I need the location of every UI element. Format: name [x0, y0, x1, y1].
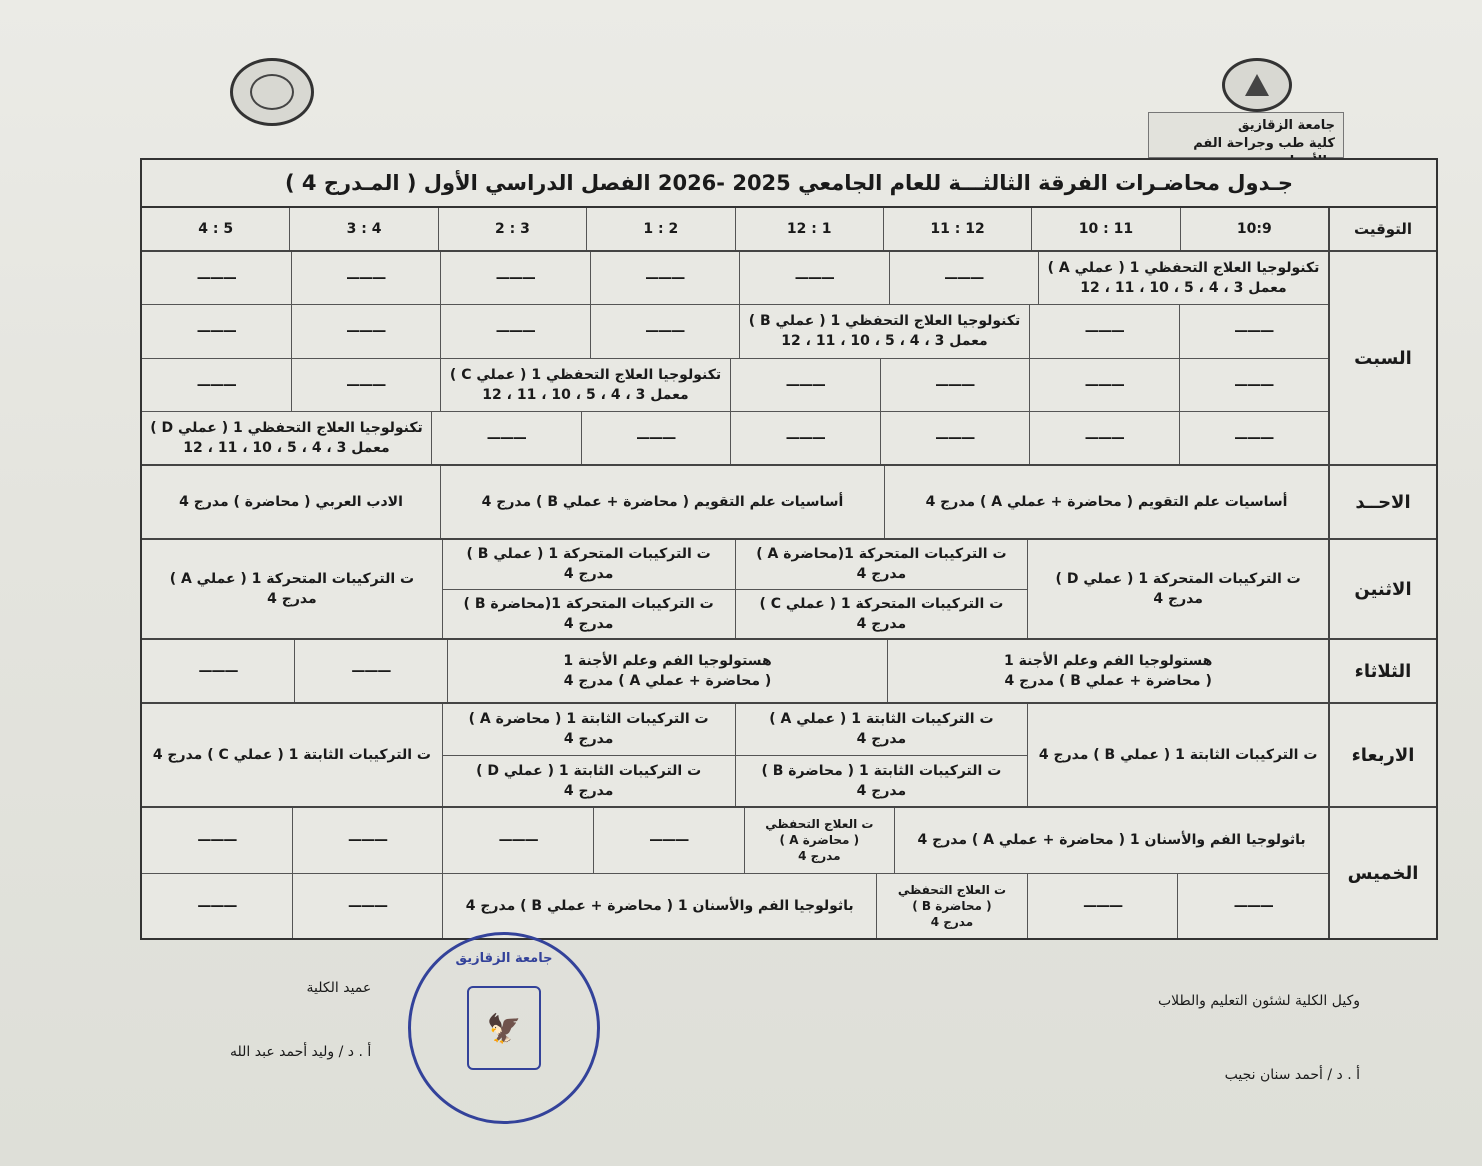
eagle-icon: 🦅 — [467, 986, 541, 1070]
empty-cell: ——— — [291, 305, 441, 357]
empty-cell: ——— — [590, 252, 740, 304]
empty-cell: ——— — [739, 252, 889, 304]
empty-cell: ——— — [431, 412, 581, 464]
slot-header: 4 : 3 — [289, 208, 437, 250]
day-label: الاربعاء — [1328, 704, 1436, 806]
empty-cell: ——— — [730, 359, 880, 411]
saturday-row — [142, 252, 1436, 466]
empty-cell: ——— — [196, 323, 236, 340]
slot-header: 3 : 2 — [438, 208, 586, 250]
schedule-cell: ت التركيبات الثابتة 1 ( عملي D ) مدرج 4 — [476, 762, 702, 799]
empty-cell: ——— — [880, 412, 1030, 464]
monday-row — [142, 540, 1436, 640]
schedule-cell: ت العلاج التحفظي ( محاضرة A ) مدرج 4 — [744, 808, 895, 873]
empty-cell: ——— — [196, 270, 236, 287]
empty-cell: ——— — [196, 376, 236, 393]
slot-header: 10:9 — [1180, 208, 1328, 250]
day-label: الخميس — [1328, 808, 1436, 938]
wednesday-row — [142, 704, 1436, 808]
empty-cell: ——— — [1029, 359, 1179, 411]
empty-cell: ——— — [889, 252, 1039, 304]
sunday-row — [142, 466, 1436, 540]
empty-cell: ——— — [1027, 874, 1178, 939]
day-label: السبت — [1328, 252, 1436, 464]
empty-cell: ——— — [292, 874, 443, 939]
header-box — [1148, 112, 1344, 158]
schedule-cell: تكنولوجيا العلاج التحفظي 1 ( عملي D ) معمل 3 ، 4 ، 5 ، 10 ، 11 ، 12 — [150, 419, 423, 456]
schedule-cell: ت التركيبات المتحركة 1(محاضرة B ) مدرج 4 — [463, 595, 714, 632]
empty-cell: ——— — [593, 808, 744, 873]
empty-cell: ——— — [442, 808, 593, 873]
university-logo — [1222, 58, 1292, 112]
empty-cell: ——— — [1179, 359, 1329, 411]
empty-cell: ——— — [197, 832, 237, 849]
empty-cell: ——— — [581, 412, 731, 464]
time-header-row — [142, 208, 1436, 252]
vice-dean-signature — [1100, 990, 1360, 1086]
schedule-cell: أساسيات علم التقويم ( محاضرة + عملي A ) مدرج 4 — [884, 466, 1328, 538]
day-label: الاثنين — [1328, 540, 1436, 638]
time-label: التوقيت — [1328, 208, 1436, 250]
empty-cell: ——— — [1029, 412, 1179, 464]
schedule-cell: ت التركيبات الثابتة 1 ( محاضرة A ) مدرج 4 — [468, 711, 709, 748]
schedule-cell: ت التركيبات الثابتة 1 ( محاضرة B ) مدرج 4 — [761, 762, 1002, 799]
schedule-title: جـدول محاضـرات الفرقة الثالثـــة للعام الجامعي 2025 -2026 الفصل الدراسي الأول ( المـدرج 4 ) — [142, 160, 1436, 208]
slot-header: 12 : 11 — [883, 208, 1031, 250]
dean-name: أ . د / وليد أحمد عبد الله — [230, 1044, 372, 1060]
slot-header: 11 : 10 — [1031, 208, 1179, 250]
schedule-cell: ت التركيبات المتحركة 1 ( عملي A ) مدرج 4 — [169, 571, 415, 607]
schedule-cell: تكنولوجيا العلاج التحفظي 1 ( عملي C ) معمل 3 ، 4 ، 5 ، 10 ، 11 ، 12 — [440, 359, 730, 411]
schedule-cell: ت التركيبات الثابتة 1 ( عملي C ) مدرج 4 — [152, 747, 431, 763]
saturday-groups — [142, 252, 1328, 464]
schedule-cell: ت التركيبات الثابتة 1 ( عملي B ) مدرج 4 — [1027, 704, 1328, 806]
schedule-cell: باثولوجيا الفم والأسنان 1 ( محاضرة + عملي B ) مدرج 4 — [442, 874, 876, 939]
empty-cell: ——— — [291, 252, 441, 304]
empty-cell: ——— — [1029, 305, 1179, 357]
slot-header: 5 : 4 — [198, 221, 234, 237]
slot-header: 2 : 1 — [586, 208, 734, 250]
empty-cell: ——— — [198, 663, 238, 679]
faculty-name: كلية طب وجراحة الفم — [1193, 136, 1335, 151]
faculty-logo — [230, 58, 314, 126]
schedule-cell: ت التركيبات الثابتة 1 ( عملي A ) مدرج 4 — [769, 711, 994, 748]
schedule-cell: الادب العربي ( محاضرة ) مدرج 4 — [179, 494, 403, 510]
empty-cell: ——— — [730, 412, 880, 464]
empty-cell: ——— — [1177, 874, 1328, 939]
schedule-cell: هستولوجيا الفم وعلم الأجنة 1 ( محاضرة + عملي B ) مدرج 4 — [887, 640, 1328, 702]
empty-cell: ——— — [292, 808, 443, 873]
schedule-cell: ت التركيبات المتحركة 1 ( عملي C ) مدرج 4 — [759, 595, 1004, 632]
schedule-cell: ت التركيبات المتحركة 1 ( عملي D ) مدرج 4 — [1027, 540, 1328, 638]
empty-cell: ——— — [440, 305, 590, 357]
vice-dean-name: أ . د / أحمد سنان نجيب — [1224, 1067, 1360, 1083]
empty-cell: ——— — [590, 305, 740, 357]
empty-cell: ——— — [1179, 412, 1329, 464]
schedule-cell: تكنولوجيا العلاج التحفظي 1 ( عملي B ) معمل 3 ، 4 ، 5 ، 10 ، 11 ، 12 — [739, 305, 1029, 357]
schedule-cell: ت التركيبات المتحركة 1 ( عملي B ) مدرج 4 — [466, 546, 711, 583]
day-label: الاحــد — [1328, 466, 1436, 538]
schedule-cell: هستولوجيا الفم وعلم الأجنة 1 ( محاضرة + عملي A ) مدرج 4 — [447, 640, 888, 702]
slot-header: 1 : 12 — [735, 208, 883, 250]
dean-signature — [230, 980, 371, 1060]
empty-cell: ——— — [294, 640, 447, 702]
university-name: جامعة الزقازيق — [1238, 118, 1335, 133]
schedule-cell: أساسيات علم التقويم ( محاضرة + عملي B ) مدرج 4 — [440, 466, 884, 538]
thursday-row — [142, 808, 1436, 938]
stamp-text: جامعة الزقازيق — [455, 951, 553, 966]
empty-cell: ——— — [1179, 305, 1329, 357]
dean-title: عميد الكلية — [306, 980, 372, 996]
schedule-cell: باثولوجيا الفم والأسنان 1 ( محاضرة + عملي A ) مدرج 4 — [894, 808, 1328, 873]
day-label: الثلاثاء — [1328, 640, 1436, 702]
schedule-cell: ت العلاج التحفظي ( محاضرة B ) مدرج 4 — [876, 874, 1027, 939]
schedule-table — [140, 158, 1438, 940]
schedule-cell: تكنولوجيا العلاج التحفظي 1 ( عملي A ) معمل 3 ، 4 ، 5 ، 10 ، 11 ، 12 — [1038, 252, 1328, 304]
schedule-cell: ت التركيبات المتحركة 1(محاضرة A ) مدرج 4 — [756, 546, 1007, 583]
empty-cell: ——— — [291, 359, 441, 411]
empty-cell: ——— — [440, 252, 590, 304]
empty-cell: ——— — [197, 897, 237, 914]
vice-dean-title: وكيل الكلية لشئون التعليم والطلاب — [1157, 993, 1360, 1009]
tuesday-row — [142, 640, 1436, 704]
university-stamp — [408, 932, 600, 1124]
empty-cell: ——— — [880, 359, 1030, 411]
